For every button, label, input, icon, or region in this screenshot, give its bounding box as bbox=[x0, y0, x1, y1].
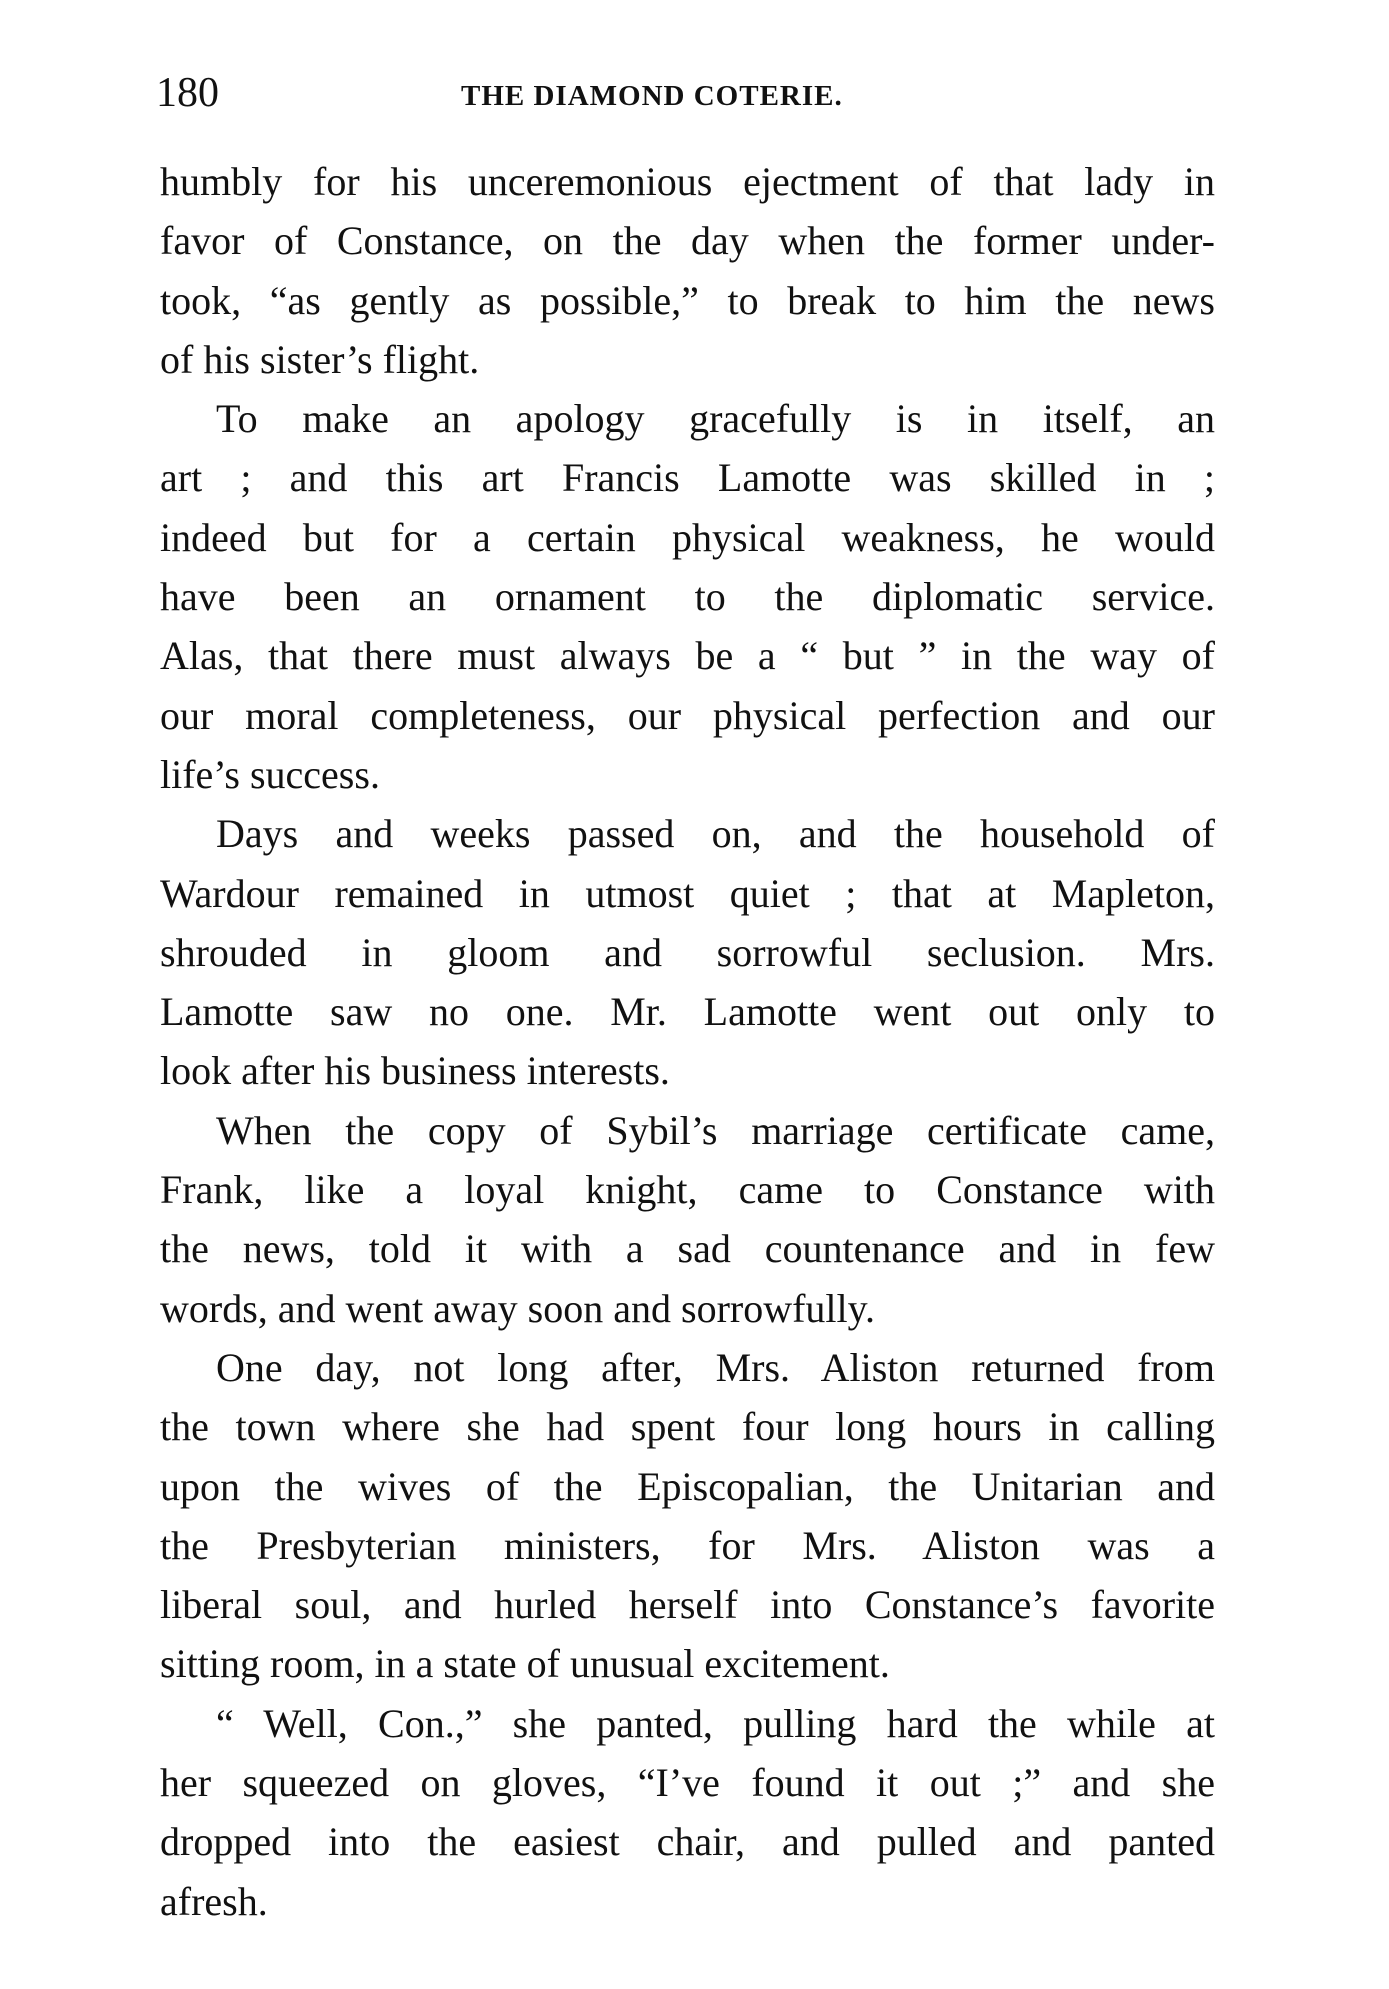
paragraph bbox=[160, 389, 1215, 804]
text-line: Lamotte saw no one. Mr. Lamotte went out only to bbox=[160, 989, 1215, 1035]
text-line: humbly for his unceremonious ejectment of that lady in bbox=[160, 159, 1215, 204]
text-line: look after his business interests. bbox=[160, 1048, 670, 1094]
text-line: the news, told it with a sad countenance and in few bbox=[160, 1226, 1215, 1272]
paragraph bbox=[160, 804, 1215, 1100]
text-line: Frank, like a loyal knight, came to Constance with bbox=[160, 1167, 1215, 1213]
text-line: took, “as gently as possible,” to break to him the news bbox=[160, 277, 1215, 323]
body-text bbox=[160, 152, 1215, 1931]
text-line: the Presbyterian ministers, for Mrs. Aliston was a bbox=[160, 1522, 1215, 1568]
text-line: One day, not long after, Mrs. Aliston returned from bbox=[216, 1344, 1215, 1390]
text-line: her squeezed on gloves, “I’ve found it out ;” and she bbox=[160, 1760, 1215, 1806]
text-line: To make an apology gracefully is in itself, an bbox=[216, 396, 1215, 442]
paragraph bbox=[160, 152, 1215, 389]
text-line: the town where she had spent four long hours in calling bbox=[160, 1404, 1215, 1450]
text-line: Days and weeks passed on, and the household of bbox=[216, 811, 1215, 857]
text-line: have been an ornament to the diplomatic service. bbox=[160, 574, 1215, 620]
text-line: “ Well, Con.,” she panted, pulling hard the while at bbox=[216, 1700, 1215, 1746]
text-line: of his sister’s flight. bbox=[160, 336, 480, 382]
paragraph bbox=[160, 1694, 1215, 1931]
text-line: our moral completeness, our physical perfection and our bbox=[160, 692, 1215, 738]
text-line: shrouded in gloom and sorrowful seclusion. Mrs. bbox=[160, 929, 1215, 975]
text-line: life’s success. bbox=[160, 751, 380, 797]
text-line: words, and went away soon and sorrowfully. bbox=[160, 1285, 876, 1331]
running-title: THE DIAMOND COTERIE. bbox=[461, 80, 843, 112]
page-number: 180 bbox=[156, 70, 219, 116]
text-line: afresh. bbox=[160, 1878, 268, 1924]
text-line: liberal soul, and hurled herself into Constance’s favorite bbox=[160, 1582, 1215, 1628]
paragraph bbox=[160, 1101, 1215, 1338]
text-line: indeed but for a certain physical weakness, he would bbox=[160, 514, 1215, 560]
text-line: upon the wives of the Episcopalian, the Unitarian and bbox=[160, 1463, 1215, 1509]
paragraph bbox=[160, 1338, 1215, 1694]
text-line: Wardour remained in utmost quiet ; that at Mapleton, bbox=[160, 870, 1215, 916]
text-line: dropped into the easiest chair, and pulled and panted bbox=[160, 1819, 1215, 1865]
text-line: Alas, that there must always be a “ but ” in the way of bbox=[160, 633, 1215, 679]
text-line: favor of Constance, on the day when the former under- bbox=[160, 218, 1215, 264]
text-line: When the copy of Sybil’s marriage certificate came, bbox=[216, 1107, 1215, 1153]
text-line: art ; and this art Francis Lamotte was skilled in ; bbox=[160, 455, 1215, 501]
text-line: sitting room, in a state of unusual excitement. bbox=[160, 1641, 890, 1687]
